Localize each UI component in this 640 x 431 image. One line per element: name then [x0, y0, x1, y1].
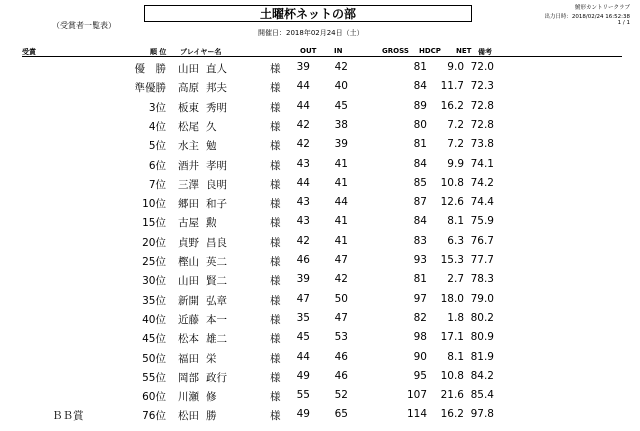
rank-cell: 優 勝: [134, 63, 166, 75]
surname-cell: 松本: [178, 333, 199, 346]
given-name-cell: 英二: [206, 256, 227, 268]
hdcp-cell: 9.9: [447, 157, 464, 170]
in-score-cell: 45: [334, 99, 348, 112]
rank-cell: 30位: [142, 275, 166, 288]
report-title: 土曜杯ネットの部: [144, 5, 472, 22]
gross-cell: 81: [413, 273, 427, 286]
rank-cell: 3位: [148, 101, 166, 114]
given-name-cell: 修: [206, 391, 217, 404]
hdcp-cell: 12.6: [440, 196, 464, 209]
out-score-cell: 49: [296, 369, 310, 382]
hdcp-cell: 7.2: [447, 118, 464, 131]
given-name-cell: 昌良: [206, 236, 227, 249]
header-divider: [22, 56, 622, 57]
out-score-cell: 44: [296, 99, 310, 112]
hdcp-cell: 21.6: [440, 389, 464, 402]
rank-cell: 10位: [142, 198, 166, 211]
gross-cell: 84: [413, 157, 427, 170]
hdcp-cell: 16.2: [440, 408, 464, 421]
rank-cell: 35位: [142, 294, 166, 307]
net-cell: 81.9: [470, 350, 494, 363]
hdcp-cell: 15.3: [440, 254, 464, 266]
net-cell: 72.0: [470, 61, 494, 73]
in-score-cell: 52: [334, 389, 348, 402]
in-score-cell: 50: [334, 292, 348, 305]
surname-cell: 高原: [178, 82, 199, 95]
net-cell: 76.7: [470, 234, 494, 247]
surname-cell: 近藤: [178, 313, 199, 326]
given-name-cell: 栄: [206, 352, 217, 365]
net-cell: 72.8: [470, 118, 494, 131]
surname-cell: 松尾: [178, 120, 199, 133]
rank-cell: 15位: [142, 217, 166, 230]
out-score-cell: 42: [296, 234, 310, 247]
honorific-cell: 様: [270, 410, 281, 423]
given-name-cell: 雄二: [206, 333, 227, 346]
net-cell: 79.0: [470, 292, 494, 305]
net-cell: 74.1: [470, 157, 494, 170]
gross-cell: 98: [413, 331, 427, 344]
table-row: [0, 196, 640, 216]
surname-cell: 樫山: [178, 256, 199, 268]
out-score-cell: 39: [296, 61, 310, 73]
surname-cell: 水主: [178, 140, 199, 153]
given-name-cell: 和子: [206, 198, 227, 211]
hdcp-cell: 8.1: [447, 215, 464, 228]
gross-cell: 85: [413, 176, 427, 189]
in-score-cell: 47: [334, 254, 348, 266]
gross-cell: 81: [413, 61, 427, 73]
honorific-cell: 様: [270, 217, 281, 230]
given-name-cell: 政行: [206, 371, 227, 384]
honorific-cell: 様: [270, 391, 281, 404]
out-score-cell: 35: [296, 311, 310, 324]
in-score-cell: 41: [334, 176, 348, 189]
hdcp-cell: 6.3: [447, 234, 464, 247]
in-score-cell: 65: [334, 408, 348, 421]
given-name-cell: 邦夫: [206, 82, 227, 95]
honorific-cell: 様: [270, 352, 281, 365]
hdcp-cell: 18.0: [440, 292, 464, 305]
gross-cell: 82: [413, 311, 427, 324]
net-cell: 72.8: [470, 99, 494, 112]
surname-cell: 松田: [178, 410, 199, 423]
col-award: 受賞: [22, 48, 36, 56]
honorific-cell: 様: [270, 159, 281, 172]
in-score-cell: 41: [334, 157, 348, 170]
surname-cell: 岡部: [178, 371, 199, 384]
out-score-cell: 39: [296, 273, 310, 286]
table-row: [0, 138, 640, 158]
hdcp-cell: 2.7: [447, 273, 464, 286]
col-out: OUT: [300, 47, 317, 55]
rank-cell: 76位: [142, 410, 166, 423]
given-name-cell: 勲: [206, 217, 217, 230]
hdcp-cell: 10.8: [440, 176, 464, 189]
rank-cell: 準優勝: [134, 82, 166, 95]
out-score-cell: 43: [296, 196, 310, 209]
col-player: プレイヤー名: [180, 48, 222, 56]
out-score-cell: 42: [296, 118, 310, 131]
rank-cell: 6位: [148, 159, 166, 172]
given-name-cell: 久: [206, 120, 217, 133]
surname-cell: 川瀬: [178, 391, 199, 404]
table-row: [0, 100, 640, 120]
out-score-cell: 45: [296, 331, 310, 344]
honorific-cell: 様: [270, 198, 281, 211]
net-cell: 84.2: [470, 369, 494, 382]
table-row: [0, 331, 640, 351]
net-cell: 97.8: [470, 408, 494, 421]
out-score-cell: 44: [296, 80, 310, 93]
gross-cell: 107: [406, 389, 427, 402]
out-score-cell: 55: [296, 389, 310, 402]
in-score-cell: 47: [334, 311, 348, 324]
gross-cell: 83: [413, 234, 427, 247]
rank-cell: 55位: [142, 371, 166, 384]
col-note: 備考: [478, 48, 492, 56]
in-score-cell: 42: [334, 273, 348, 286]
honorific-cell: 様: [270, 275, 281, 288]
surname-cell: 三澤: [178, 178, 199, 191]
gross-cell: 95: [413, 369, 427, 382]
table-row: [0, 293, 640, 313]
honorific-cell: 様: [270, 371, 281, 384]
in-score-cell: 46: [334, 350, 348, 363]
honorific-cell: 様: [270, 82, 281, 95]
in-score-cell: 53: [334, 331, 348, 344]
net-cell: 74.4: [470, 196, 494, 209]
surname-cell: 山田: [178, 275, 199, 288]
honorific-cell: 様: [270, 333, 281, 346]
surname-cell: 酒井: [178, 159, 199, 172]
rank-cell: 50位: [142, 352, 166, 365]
in-score-cell: 44: [334, 196, 348, 209]
honorific-cell: 様: [270, 256, 281, 268]
in-score-cell: 38: [334, 118, 348, 131]
gross-cell: 87: [413, 196, 427, 209]
gross-cell: 90: [413, 350, 427, 363]
hdcp-cell: 16.2: [440, 99, 464, 112]
honorific-cell: 様: [270, 178, 281, 191]
net-cell: 77.7: [470, 254, 494, 266]
net-cell: 73.8: [470, 138, 494, 151]
table-row: [0, 215, 640, 235]
given-name-cell: 勝: [206, 410, 217, 423]
surname-cell: 板東: [178, 101, 199, 114]
out-score-cell: 44: [296, 176, 310, 189]
net-cell: 80.2: [470, 311, 494, 324]
given-name-cell: 賢二: [206, 275, 227, 288]
hdcp-cell: 17.1: [440, 331, 464, 344]
given-name-cell: 直人: [206, 63, 227, 75]
rank-cell: 45位: [142, 333, 166, 346]
surname-cell: 福田: [178, 352, 199, 365]
gross-cell: 114: [406, 408, 427, 421]
out-score-cell: 43: [296, 157, 310, 170]
gross-cell: 80: [413, 118, 427, 131]
event-date: 開催日：2018年02月24日（土）: [258, 29, 364, 37]
out-score-cell: 43: [296, 215, 310, 228]
rank-cell: 7位: [148, 178, 166, 191]
hdcp-cell: 10.8: [440, 369, 464, 382]
rank-cell: 60位: [142, 391, 166, 404]
hdcp-cell: 8.1: [447, 350, 464, 363]
in-score-cell: 42: [334, 61, 348, 73]
surname-cell: 新開: [178, 294, 199, 307]
net-cell: 80.9: [470, 331, 494, 344]
honorific-cell: 様: [270, 313, 281, 326]
report-subtitle: （受賞者一覧表）: [52, 21, 116, 30]
hdcp-cell: 1.8: [447, 311, 464, 324]
rank-cell: 40位: [142, 313, 166, 326]
gross-cell: 93: [413, 254, 427, 266]
table-row: [0, 235, 640, 255]
table-row: [0, 80, 640, 100]
table-row: [0, 370, 640, 390]
out-score-cell: 47: [296, 292, 310, 305]
table-row: [0, 177, 640, 197]
out-score-cell: 42: [296, 138, 310, 151]
net-cell: 74.2: [470, 176, 494, 189]
col-rank: 順 位: [150, 48, 167, 56]
honorific-cell: 様: [270, 236, 281, 249]
given-name-cell: 本一: [206, 313, 227, 326]
in-score-cell: 39: [334, 138, 348, 151]
table-row: [0, 408, 640, 428]
gross-cell: 84: [413, 80, 427, 93]
gross-cell: 84: [413, 215, 427, 228]
net-cell: 78.3: [470, 273, 494, 286]
surname-cell: 貞野: [178, 236, 199, 249]
in-score-cell: 41: [334, 215, 348, 228]
net-cell: 75.9: [470, 215, 494, 228]
surname-cell: 古屋: [178, 217, 199, 230]
rank-cell: 20位: [142, 236, 166, 249]
net-cell: 72.3: [470, 80, 494, 93]
given-name-cell: 孝明: [206, 159, 227, 172]
award-cell: ＢＢ賞: [52, 410, 84, 423]
in-score-cell: 46: [334, 369, 348, 382]
gross-cell: 81: [413, 138, 427, 151]
rank-cell: 5位: [148, 140, 166, 153]
table-row: [0, 254, 640, 274]
table-row: [0, 119, 640, 139]
rank-cell: 4位: [148, 120, 166, 133]
out-score-cell: 46: [296, 254, 310, 266]
given-name-cell: 秀明: [206, 101, 227, 114]
club-name: 鮒形カントリークラブ: [574, 5, 630, 11]
hdcp-cell: 7.2: [447, 138, 464, 151]
hdcp-cell: 9.0: [447, 61, 464, 73]
honorific-cell: 様: [270, 294, 281, 307]
honorific-cell: 様: [270, 140, 281, 153]
table-row: [0, 312, 640, 332]
given-name-cell: 勉: [206, 140, 217, 153]
table-row: [0, 158, 640, 178]
honorific-cell: 様: [270, 120, 281, 133]
table-row: [0, 61, 640, 81]
surname-cell: 山田: [178, 63, 199, 75]
page-number: 1 / 1: [617, 20, 630, 26]
printed-timestamp: 出力日時：2018/02/24 16:52:38: [544, 14, 630, 20]
surname-cell: 郷田: [178, 198, 199, 211]
col-gross: GROSS: [382, 47, 409, 55]
table-row: [0, 351, 640, 371]
gross-cell: 89: [413, 99, 427, 112]
honorific-cell: 様: [270, 101, 281, 114]
col-in: IN: [334, 47, 343, 55]
in-score-cell: 41: [334, 234, 348, 247]
col-hdcp: HDCP: [419, 47, 441, 55]
given-name-cell: 良明: [206, 178, 227, 191]
net-cell: 85.4: [470, 389, 494, 402]
out-score-cell: 44: [296, 350, 310, 363]
hdcp-cell: 11.7: [440, 80, 464, 93]
in-score-cell: 40: [334, 80, 348, 93]
col-net: NET: [456, 47, 472, 55]
out-score-cell: 49: [296, 408, 310, 421]
table-row: [0, 273, 640, 293]
rank-cell: 25位: [142, 256, 166, 268]
given-name-cell: 弘章: [206, 294, 227, 307]
honorific-cell: 様: [270, 63, 281, 75]
gross-cell: 97: [413, 292, 427, 305]
table-row: [0, 389, 640, 409]
